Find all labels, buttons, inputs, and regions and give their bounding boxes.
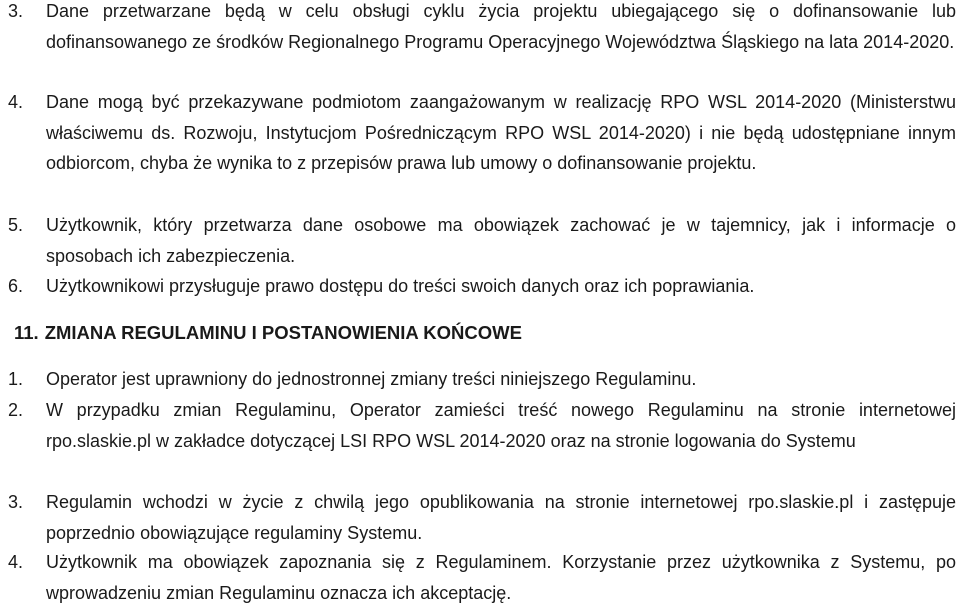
list-item-text: Operator jest uprawniony do jednostronnej zmiany treści niniejszego Regulaminu. <box>46 369 697 389</box>
list-item <box>8 210 956 271</box>
list-item <box>8 364 956 395</box>
list-item-number: 4. <box>8 92 24 112</box>
section-heading <box>14 318 954 348</box>
list-item-text: Użytkownik ma obowiązek zapoznania się z Regulaminem. Korzystanie przez użytkownika z Systemu, po wprowadzeniu zmian Regulaminu oznacza ich akceptację. <box>46 552 956 603</box>
list-item-number: 5. <box>8 215 24 235</box>
list-item-number: 4. <box>8 552 24 572</box>
list-item-number: 6. <box>8 276 24 296</box>
list-item <box>8 487 956 548</box>
list-item <box>8 395 956 456</box>
list-item-text: Użytkownikowi przysługuje prawo dostępu do treści swoich danych oraz ich poprawiania. <box>46 276 755 296</box>
list-item-number: 2. <box>8 400 24 420</box>
list-item-number: 1. <box>8 369 24 389</box>
list-item-number: 3. <box>8 1 24 21</box>
list-item-number: 3. <box>8 492 24 512</box>
section-number: 11. <box>14 322 39 343</box>
list-item-text: Dane przetwarzane będą w celu obsługi cyklu życia projektu ubiegającego się o dofinansowanie lub dofinansowanego ze środków Regionalnego Programu Operacyjnego Województwa Śląskiego na lata 2014-2020. <box>46 1 956 52</box>
list-item-text: Dane mogą być przekazywane podmiotom zaangażowanym w realizację RPO WSL 2014-2020 (Ministerstwu właściwemu ds. Rozwoju, Instytucjom Pośredniczącym RPO WSL 2014-2020) i nie będą udostępniane innym odbiorcom, chyba że wynika to z przepisów prawa lub umowy o dofinansowanie projektu. <box>46 92 956 173</box>
list-item-text: W przypadku zmian Regulaminu, Operator zamieści treść nowego Regulaminu na stronie internetowej rpo.slaskie.pl w zakładce dotyczącej LSI RPO WSL 2014-2020 oraz na stronie logowania do Systemu <box>46 400 956 451</box>
list-item <box>8 547 956 608</box>
section-title: ZMIANA REGULAMINU I POSTANOWIENIA KOŃCOWE <box>44 322 522 343</box>
list-item <box>8 87 956 179</box>
list-item-text: Regulamin wchodzi w życie z chwilą jego opublikowania na stronie internetowej rpo.slaskie.pl i zastępuje poprzednio obowiązujące regulaminy Systemu. <box>46 492 956 543</box>
list-item <box>8 271 956 302</box>
list-item-text: Użytkownik, który przetwarza dane osobowe ma obowiązek zachować je w tajemnicy, jak i informacje o sposobach ich zabezpieczenia. <box>46 215 956 266</box>
list-item <box>8 0 956 57</box>
